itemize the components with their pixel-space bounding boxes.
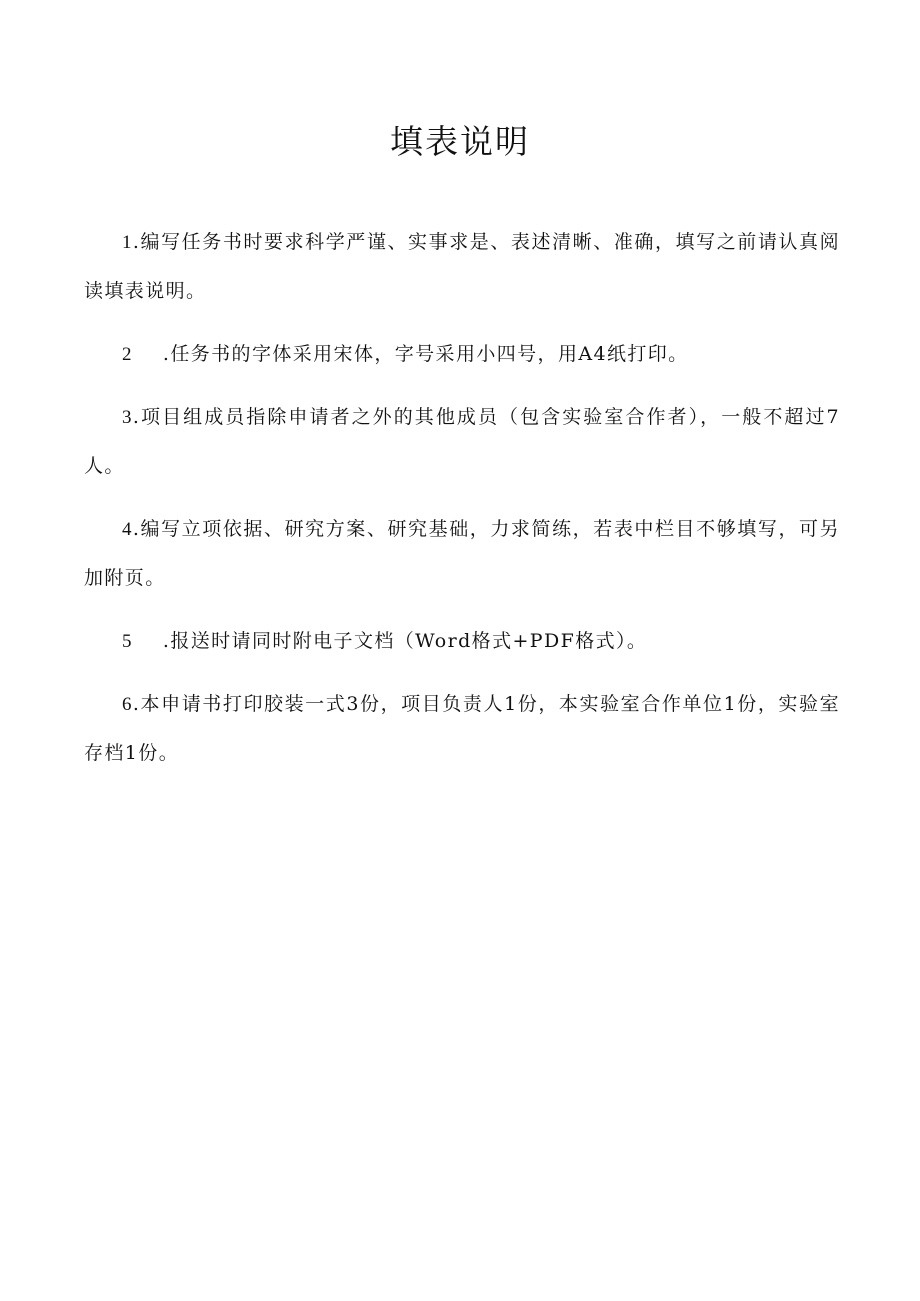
item-text: .任务书的字体采用宋体，字号采用小四号，用A4纸打印。 xyxy=(162,343,689,365)
instructions-list xyxy=(84,218,840,792)
instruction-item-6 xyxy=(84,680,840,778)
instruction-item-3 xyxy=(84,393,840,491)
item-number: 6 xyxy=(122,694,133,715)
item-number: 5 xyxy=(122,631,133,652)
instruction-item-4 xyxy=(84,505,840,603)
item-text: .编写立项依据、研究方案、研究基础，力求简练，若表中栏目不够填写，可另加附页。 xyxy=(84,518,840,589)
page-title: 填表说明 xyxy=(390,122,530,161)
item-number: 2 xyxy=(122,344,133,365)
item-number: 3 xyxy=(122,407,133,428)
instruction-item-1 xyxy=(84,218,840,316)
item-number: 4 xyxy=(122,519,133,540)
instruction-item-2 xyxy=(84,330,840,379)
instruction-item-5 xyxy=(84,617,840,666)
item-text: .本申请书打印胶装一式3份，项目负责人1份，本实验室合作单位1份，实验室存档1份。 xyxy=(84,693,840,764)
item-text: .报送时请同时附电子文档（Word格式+PDF格式）。 xyxy=(162,630,648,652)
item-number: 1 xyxy=(122,232,133,253)
item-text: .项目组成员指除申请者之外的其他成员（包含实验室合作者），一般不超过7人。 xyxy=(84,406,840,477)
item-text: .编写任务书时要求科学严谨、实事求是、表述清晰、准确，填写之前请认真阅读填表说明。 xyxy=(84,231,840,302)
